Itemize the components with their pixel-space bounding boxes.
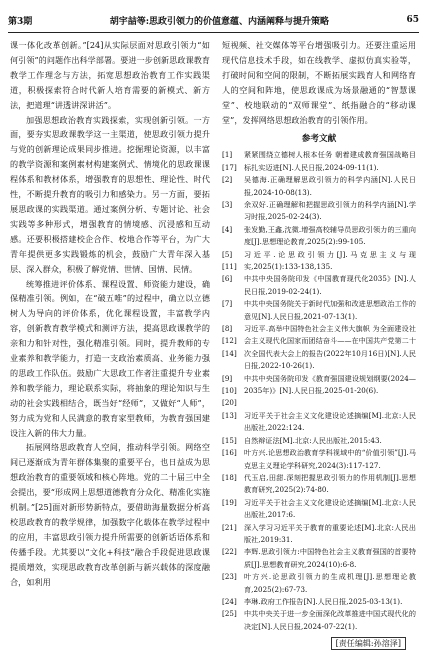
reference-text: 中共中央国务院印发《教育强国建设规划纲要(2024—2035年)》[N].人民日报,2025-01-20(6).	[244, 373, 416, 396]
reference-number: [24]	[222, 596, 237, 606]
reference-item	[222, 323, 416, 373]
reference-number: [22]	[222, 547, 237, 557]
reference-number: [18]	[222, 472, 237, 482]
page-header	[8, 13, 419, 27]
reference-text: 张发勤,王鑫,沈微.增强高校辅导员思政引领力的三重向度[J].思想理论教育,2025(2):99-105.	[244, 224, 416, 247]
reference-text: 习近平.高举中国特色社会主义伟大旗帜 为全面建设社会主义现代化国家而团结奋斗——在中国共产党第二十次全国代表大会上的报告(2022年10月16日)[N].人民日报,2022-10-26(1).	[244, 324, 416, 371]
reference-text: 中共中央国务院关于新时代加强和改进思想政治工作的意见[N].人民日报,2021-07-13(1).	[244, 299, 416, 321]
reference-text: 叶方兴.论思政引领力的生成机理[J].思想理论教育,2025(2):67-73.	[244, 572, 416, 594]
reference-text: 习近平关于社会主义文化建设论述摘编[M].北京:人民出版社,2017:6.	[244, 497, 416, 520]
editor-credit	[222, 637, 416, 652]
reference-number: [13]	[222, 410, 237, 420]
header-rule	[8, 32, 419, 33]
reference-number: [3]	[222, 199, 233, 209]
reference-text: 自然辩证法[M].北京:人民出版社,2015:43.	[244, 435, 382, 445]
reference-item	[222, 522, 416, 547]
reference-number: [4]	[222, 224, 233, 234]
reference-text: 李辉.思政引领力:中国特色社会主义教育强国的首要特质[J].思想教育研究,2024(10):6-8.	[244, 547, 416, 569]
body-paragraph: 加强思想政治教育实践探索，实现创新引领。一方面，要夯实思政课教学这一主渠道，使思政引领力提升与党的创新理论成果同步推进。挖掘理论资源，以丰富的教学资源和案例素材构建案例式、情境化的思政课课程体系和教材体系，增强教育的思想性、理论性、时代性，不断提升教育的吸引力和感染力。另一方面，要拓展思政课的实践渠道。通过案例分析、专题讨论、社会实践等多种形式，增强教育的情境感、沉浸感和互动感。还要积极搭建校企合作、校地合作等平台，为广大青年提供更多实践锻炼的机会，鼓励广大青年深入基层、深入群众，积极了解党情、世情、国情、民情。	[10, 114, 210, 274]
reference-text: 叶方兴.论思想政治教育学科视域中的“价值引领”[J].马克思主义理论学科研究,2024(3):117-127.	[244, 448, 416, 470]
reference-text: 习近平.论思政引领力[J].马克思主义与现实,2025(1):133-138,135.	[244, 249, 416, 271]
body-paragraph: 课一体化改革创新。”[24]从实际层面对思政引领力“如何引领”的问题作出科学部署。要进一步创新思政课教育教学工作理念与方法，拓宽思想政治教育工作实践渠道，积极探索符合时代新人培育需要的新模式、新方法，把道理“讲透讲深讲活”。	[10, 40, 210, 110]
reference-number: [15]	[222, 435, 237, 445]
reference-item	[222, 546, 416, 571]
reference-text: 吴德海.正确理解思政引领力的科学内涵[N].人民日报,2024-10-08(13).	[244, 175, 416, 197]
reference-item	[222, 596, 416, 608]
reference-text: 习近平关于社会主义文化建设论述摘编[M].北京:人民出版社,2022:124.	[244, 410, 416, 433]
reference-item	[222, 373, 416, 410]
right-column	[222, 38, 416, 652]
reference-number: [2]	[222, 175, 233, 185]
reference-number: [23]	[222, 572, 237, 582]
reference-item	[222, 571, 416, 596]
reference-item	[222, 410, 416, 435]
reference-list	[222, 149, 416, 633]
editor-label: [责任编辑:孙溶泽]	[331, 637, 406, 650]
reference-number: [7]	[222, 299, 233, 309]
running-title: 胡宇喆等:思政引领力的价值意蕴、内涵阐释与提升策略	[109, 16, 330, 27]
reference-item	[222, 174, 416, 199]
reference-number: [19]	[222, 497, 237, 507]
reference-item	[222, 447, 416, 472]
reference-text: 中共中央国务院印发《中国教育现代化2035》[N].人民日报,2019-02-24(1).	[244, 274, 416, 296]
issue-number: 第3期	[8, 16, 33, 27]
reference-item	[222, 149, 416, 174]
reference-item	[222, 224, 416, 249]
reference-number: [6]	[222, 274, 233, 284]
reference-number: [25]	[222, 609, 237, 619]
reference-item	[222, 608, 416, 633]
reference-number: [21]	[222, 522, 237, 532]
reference-number: [16]	[222, 448, 237, 458]
reference-item	[222, 435, 416, 447]
reference-item	[222, 497, 416, 522]
left-column	[10, 38, 210, 590]
reference-text: 紧紧围绕立德树人根本任务 朝着建成教育强国战略目标扎实迈进[N].人民日报,2024-09-11(1).	[244, 150, 416, 172]
reference-number: [5][11]	[222, 249, 237, 271]
reference-number: [9][10][20]	[222, 373, 237, 408]
reference-text: 余双好.正确理解和把握思政引领力的科学内涵[N].学习时报,2025-02-24(3).	[244, 199, 416, 222]
body-paragraph: 统筹推进评价体系、课程设置、师资能力建设，确保精准引领。例如，在“破五唯”的过程中，确立以立德树人为导向的评价体系，优化课程设置，丰富教学内容，创新教育教学模式和测评方法，提高思政课教学的亲和力和针对性，强化精准引领。同时，提升教师的专业素养和教学能力，打造一支政治素质高、业务能力强的思政工作队伍。鼓励广大思政工作者注重提升专业素养和教学能力，理论联系实际，将抽象的理论知识与生动的社会实践相结合，既当好“经师”，又做好“人师”，努力成为党和人民满意的教育家型教师，为教育强国建设注入新的伟大力量。	[10, 278, 210, 438]
reference-item	[222, 199, 416, 224]
reference-number: [1][17]	[222, 150, 237, 172]
body-paragraph: 拓展网络思政教育人空间，推动科学引领。网络空间已逐渐成为青年群体集聚的重要平台，也日益成为思想政治教育的重要领域和核心阵地。党的二十届三中全会提出，要“形成网上思想道德教育分众化、精准化实施机制。”[25]面对新形势新特点，要借助海量数据分析高校思政教育的教学规律，加强数字化载体在教学过程中的应用，丰富思政引领力提升所需要的创新话语体系和传播手段。尤其要以“文化+科技”融合手段促进思政课提质增效，实现思政教育改革创新与新兴载体的深度融合，如利用	[10, 442, 210, 587]
reference-text: 中共中央关于进一步全面深化改革推进中国式现代化的决定[N].人民日报,2024-07-22(1).	[244, 609, 416, 631]
reference-text: 深入学习习近平关于教育的重要论述[M].北京:人民出版社,2019:31.	[244, 522, 416, 544]
reference-text: 代玉启,田甜.深刻把握思政引领力的作用机制[J].思想教育研究,2025(2):74-80.	[244, 472, 416, 495]
reference-text: 李琳.政府工作报告[N].人民日报,2025-03-13(1).	[244, 596, 403, 606]
reference-number: [8][12][14]	[222, 324, 237, 358]
reference-item	[222, 298, 416, 323]
reference-item	[222, 249, 416, 274]
page-number: 65	[406, 15, 419, 25]
body-paragraph: 短视频、社交媒体等平台增强吸引力。还要注重运用现代信息技术手段，如在线教学、虚拟仿真实验等，打破时间和空间的限制，不断拓展实践育人和网络育人的空间和阵地，使思政课成为场景融通的“智慧课堂”、校地联动的“双师课堂”、纸指融合的“移动课堂”，发挥网络思想政治教育的引领作用。	[222, 40, 416, 125]
reference-item	[222, 472, 416, 497]
reference-item	[222, 273, 416, 298]
references-heading: 参考文献	[301, 134, 337, 145]
